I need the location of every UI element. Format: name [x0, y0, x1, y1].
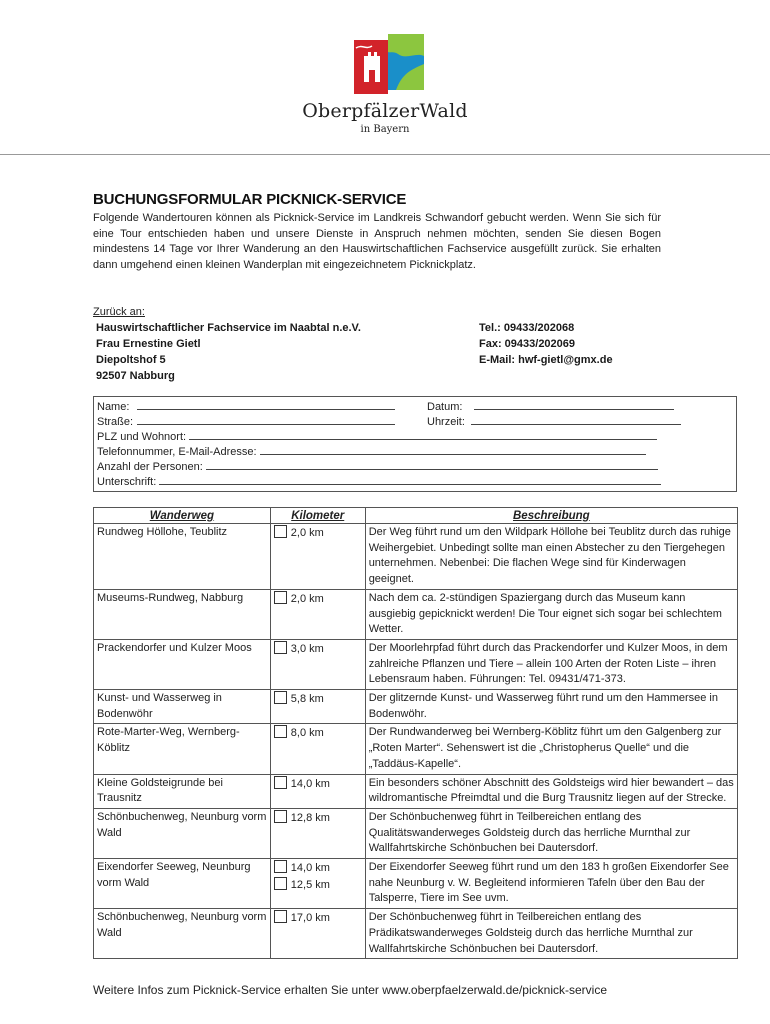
- tour-kilometer-cell: [270, 859, 365, 909]
- tours-table: [93, 507, 738, 959]
- strasse-label: Straße:: [97, 416, 134, 428]
- tour-checkbox[interactable]: [274, 525, 287, 538]
- table-row: [94, 589, 738, 639]
- form-row-uhrzeit: [427, 414, 681, 429]
- datum-field[interactable]: [474, 399, 674, 410]
- tour-checkbox[interactable]: [274, 877, 287, 890]
- tour-name: Schönbuchenweg, Neunburg vorm Wald: [94, 808, 271, 858]
- tour-kilometer-cell: [270, 690, 365, 724]
- telefon-label: Telefonnummer, E-Mail-Adresse:: [97, 446, 257, 458]
- tour-checkbox[interactable]: [274, 641, 287, 654]
- table-row: [94, 724, 738, 774]
- booking-form: [93, 396, 737, 492]
- kilometer-value: 14,0 km: [290, 777, 330, 790]
- tour-description: Der Eixendorfer Seeweg führt rund um den 183 h großen Eixendorfer See nahe Neunburg v. W. Begleitend informieren Tafeln über den Bau der Talsperre, Tiere im See uvm.: [365, 859, 737, 909]
- intro-paragraph: Folgende Wandertouren können als Picknick-Service im Landkreis Schwandorf gebucht werden. Wenn Sie sich für eine Tour entschieden haben und unsere Dienste in Anspruch nehmen möchten, senden Sie diesen Bogen mindestens 14 Tage vor Ihrer Wanderung an den Hauswirtschaftlichen Fachservice ausgefüllt zurück. Sie erhalten dann umgehend einen kleinen Wanderplan mit eingezeichnetem Picknickplatz.: [93, 212, 661, 271]
- table-row: [94, 808, 738, 858]
- tour-checkbox[interactable]: [274, 860, 287, 873]
- col-wanderweg: Wanderweg: [94, 508, 271, 524]
- kilometer-value: 17,0 km: [290, 912, 330, 925]
- plz-label: PLZ und Wohnort:: [97, 431, 187, 443]
- header-divider: [0, 154, 770, 155]
- tour-description: Der Moorlehrpfad führt durch das Prackendorfer und Kulzer Moos, in dem zahlreiche Pflanzen und Tiere – allein 100 Arten der Roten Liste – ihren Lebensraum haben. Führungen: Tel. 09431/471-373.: [365, 639, 737, 689]
- datum-label: Datum:: [427, 401, 463, 413]
- oberpfaelzer-wald-logo-icon: [354, 34, 424, 94]
- tour-kilometer-cell: [270, 808, 365, 858]
- tour-checkbox[interactable]: [274, 910, 287, 923]
- tour-checkbox[interactable]: [274, 810, 287, 823]
- tour-name: Kunst- und Wasserweg in Bodenwöhr: [94, 690, 271, 724]
- tour-checkbox[interactable]: [274, 691, 287, 704]
- form-row-telefon: [97, 444, 646, 459]
- tour-kilometer-cell: [270, 724, 365, 774]
- table-row: [94, 524, 738, 590]
- kilometer-value: 12,5 km: [290, 878, 330, 891]
- tour-name: Rote-Marter-Weg, Wernberg-Köblitz: [94, 724, 271, 774]
- tour-checkbox[interactable]: [274, 591, 287, 604]
- table-header-row: [94, 508, 738, 524]
- tour-kilometer-cell: [270, 589, 365, 639]
- address-street: Diepoltshof 5: [96, 354, 166, 366]
- kilometer-option: [274, 591, 362, 608]
- uhrzeit-field[interactable]: [471, 414, 681, 425]
- col-kilometer: Kilometer: [270, 508, 365, 524]
- kilometer-value: 2,0 km: [290, 527, 324, 539]
- document-title: BUCHUNGSFORMULAR PICKNICK-SERVICE: [93, 191, 407, 208]
- name-label: Name:: [97, 401, 130, 413]
- kilometer-value: 2,0 km: [290, 592, 324, 605]
- kilometer-value: 14,0 km: [290, 862, 330, 875]
- tour-name: Prackendorfer und Kulzer Moos: [94, 639, 271, 689]
- unterschrift-label: Unterschrift:: [97, 476, 157, 488]
- table-row: [94, 909, 738, 959]
- address-city: 92507 Nabburg: [96, 370, 175, 382]
- tour-name: Rundweg Höllohe, Teublitz: [94, 524, 271, 590]
- kilometer-value: 12,8 km: [290, 811, 330, 824]
- logo-subtitle: in Bayern: [360, 124, 410, 135]
- tour-checkbox[interactable]: [274, 776, 287, 789]
- tour-description: Nach dem ca. 2-stündigen Spaziergang durch das Museum kann ausgiebig gepicknickt werden! Die Tour eignet sich sogar bei schlechtem Wetter.: [365, 589, 737, 639]
- tours-table-body: [94, 524, 738, 959]
- contact-fax: Fax: 09433/202069: [479, 338, 576, 350]
- footer-info: Weitere Infos zum Picknick-Service erhalten Sie unter www.oberpfaelzerwald.de/picknick-service: [93, 983, 607, 997]
- return-heading: Zurück an:: [93, 306, 145, 318]
- strasse-field[interactable]: [137, 414, 395, 425]
- kilometer-option: [274, 641, 362, 658]
- tour-description: Ein besonders schöner Abschnitt des Goldsteigs wird hier bewandert – das wildromantische Pfreimdtal und die Burg Trausnitz liegen auf der Strecke.: [365, 774, 737, 808]
- tour-description: Der glitzernde Kunst- und Wasserweg führt rund um den Hammersee in Bodenwöhr.: [365, 690, 737, 724]
- kilometer-option: [274, 725, 362, 742]
- kilometer-option: [274, 910, 362, 927]
- kilometer-option: [274, 691, 362, 708]
- kilometer-value: 3,0 km: [290, 642, 324, 655]
- tour-kilometer-cell: [270, 909, 365, 959]
- form-row-strasse: [97, 414, 395, 429]
- tour-name: Schönbuchenweg, Neunburg vorm Wald: [94, 909, 271, 959]
- contact-tel: Tel.: 09433/202068: [479, 322, 575, 334]
- address-person: Frau Ernestine Gietl: [96, 338, 201, 350]
- form-row-anzahl: [97, 459, 658, 474]
- tour-name: Eixendorfer Seeweg, Neunburg vorm Wald: [94, 859, 271, 909]
- contact-email: E-Mail: hwf-gietl@gmx.de: [479, 354, 613, 366]
- col-beschreibung: Beschreibung: [365, 508, 737, 524]
- form-row-name: [97, 399, 395, 414]
- tour-description: Der Rundwanderweg bei Wernberg-Köblitz führt um den Galgenberg zur „Roten Marter“. Sehenswert ist die „Christopherus Quelle“ und die „Taddäus-Kapelle“.: [365, 724, 737, 774]
- tour-kilometer-cell: [270, 524, 365, 590]
- kilometer-option: [274, 877, 362, 894]
- kilometer-option: [274, 776, 362, 793]
- table-row: [94, 859, 738, 909]
- name-field[interactable]: [137, 399, 395, 410]
- tour-description: Der Weg führt rund um den Wildpark Höllohe bei Teublitz durch das ruhige Weihergebiet. Unbedingt sollte man einen Abstecher zu den Tiergehegen unternehmen. Nebenbei: Die flachen Wege sind für Kinderwagen geeignet.: [365, 524, 737, 590]
- table-row: [94, 639, 738, 689]
- return-address-block: [93, 304, 633, 382]
- uhrzeit-label: Uhrzeit:: [427, 416, 465, 428]
- tour-description: Der Schönbuchenweg führt in Teilbereichen entlang des Qualitätswanderweges Goldsteig durch das herrliche Murnthal zur Wallfahrtskirche Schönbuchen bei Dautersdorf.: [365, 808, 737, 858]
- kilometer-option: [274, 860, 362, 877]
- form-row-plz: [97, 429, 657, 444]
- kilometer-option: [274, 810, 362, 827]
- table-row: [94, 690, 738, 724]
- tour-name: Kleine Goldsteigrunde bei Trausnitz: [94, 774, 271, 808]
- telefon-field[interactable]: [260, 444, 646, 455]
- page-header: [0, 0, 770, 156]
- tour-description: Der Schönbuchenweg führt in Teilbereichen entlang des Prädikatswanderweges Goldsteig durch das herrliche Murnthal zur Wallfahrtskirche Schönbuchen bei Dautersdorf.: [365, 909, 737, 959]
- address-org: Hauswirtschaftlicher Fachservice im Naabtal n.e.V.: [96, 322, 361, 334]
- table-row: [94, 774, 738, 808]
- form-row-datum: [427, 399, 674, 414]
- anzahl-field[interactable]: [206, 459, 658, 470]
- tour-kilometer-cell: [270, 639, 365, 689]
- tour-checkbox[interactable]: [274, 725, 287, 738]
- tour-name: Museums-Rundweg, Nabburg: [94, 589, 271, 639]
- logo-wordmark: OberpfälzerWald: [302, 100, 468, 122]
- unterschrift-field[interactable]: [159, 474, 661, 485]
- kilometer-value: 5,8 km: [290, 693, 324, 706]
- contact-lines: [479, 320, 613, 368]
- kilometer-option: [274, 525, 362, 542]
- kilometer-value: 8,0 km: [290, 727, 324, 740]
- form-row-unterschrift: [97, 474, 661, 489]
- tour-kilometer-cell: [270, 774, 365, 808]
- anzahl-label: Anzahl der Personen:: [97, 461, 203, 473]
- plz-field[interactable]: [189, 429, 657, 440]
- address-lines: [96, 320, 361, 384]
